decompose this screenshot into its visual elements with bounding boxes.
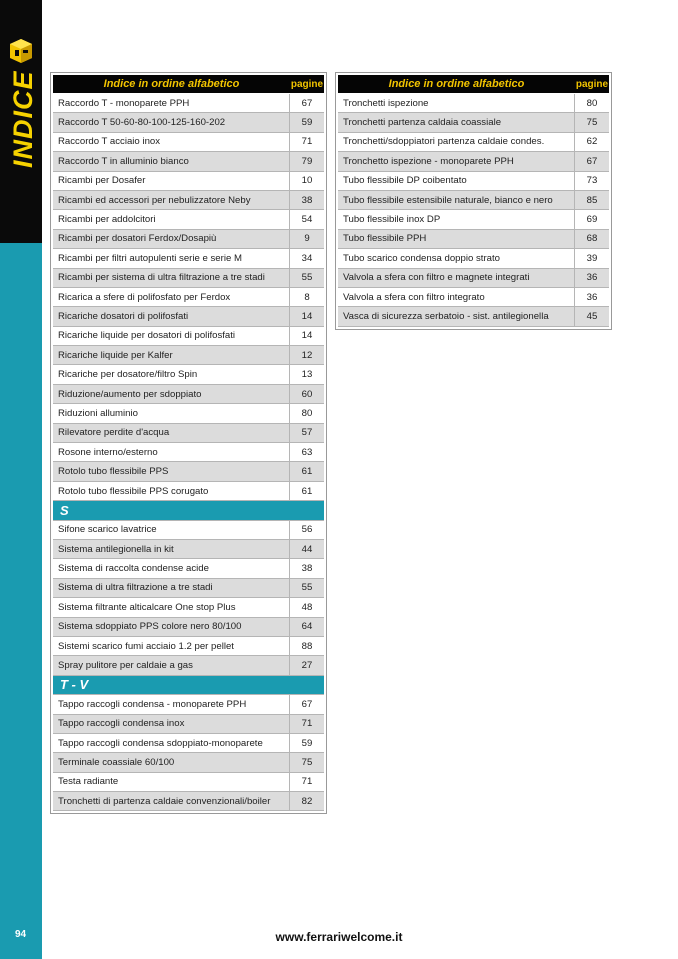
entry-page: 61 xyxy=(301,466,313,478)
table-row xyxy=(338,249,609,268)
entry-label: Riduzione/aumento per sdoppiato xyxy=(53,385,290,403)
entry-page: 44 xyxy=(301,543,313,555)
table-row xyxy=(338,94,609,113)
entry-label: Ricariche dosatori di polifosfati xyxy=(53,307,290,325)
entry-label: Tubo scarico condensa doppio strato xyxy=(338,249,575,267)
table-row xyxy=(53,656,324,675)
table-row xyxy=(53,172,324,191)
table-row xyxy=(53,637,324,656)
entry-page: 34 xyxy=(301,252,313,264)
entry-page: 60 xyxy=(301,388,313,400)
entry-label: Ricambi per sistema di ultra filtrazione a tre stadi xyxy=(53,269,290,287)
entry-page: 85 xyxy=(586,194,598,206)
index-table-right xyxy=(335,72,612,330)
table-row xyxy=(53,598,324,617)
table-row xyxy=(53,715,324,734)
entry-label: Valvola a sfera con filtro e magnete integrati xyxy=(338,269,575,287)
entry-page: 82 xyxy=(301,795,313,807)
entry-label: Rilevatore perdite d'acqua xyxy=(53,424,290,442)
table-row xyxy=(53,579,324,598)
entry-label: Sistema di ultra filtrazione a tre stadi xyxy=(53,579,290,597)
table-row xyxy=(53,94,324,113)
entry-label: Raccordo T - monoparete PPH xyxy=(53,94,290,112)
entry-label: Tappo raccogli condensa sdoppiato-monoparete xyxy=(53,734,290,752)
entry-label: Ricarica a sfere di polifosfato per Ferdox xyxy=(53,288,290,306)
entry-page: 61 xyxy=(301,485,313,497)
table-row xyxy=(338,133,609,152)
entry-label: Ricambi per addolcitori xyxy=(53,210,290,228)
entry-label: Ricambi per filtri autopulenti serie e serie M xyxy=(53,249,290,267)
table-row xyxy=(53,327,324,346)
entry-page: 14 xyxy=(301,310,313,322)
entry-label: Tronchetti partenza caldaia coassiale xyxy=(338,113,575,131)
entry-page: 80 xyxy=(586,97,598,109)
entry-page: 62 xyxy=(586,136,598,148)
entry-page: 88 xyxy=(301,640,313,652)
entry-page: 67 xyxy=(586,155,598,167)
entry-page: 69 xyxy=(586,214,598,226)
entry-page: 64 xyxy=(301,621,313,633)
entry-page: 12 xyxy=(301,349,313,361)
entry-label: Ricariche per dosatore/filtro Spin xyxy=(53,365,290,383)
entry-page: 71 xyxy=(301,776,313,788)
footer-url: www.ferrariwelcome.it xyxy=(275,930,403,944)
entry-page: 27 xyxy=(301,660,313,672)
entry-page: 48 xyxy=(301,601,313,613)
section-header: S xyxy=(53,501,324,520)
entry-page: 36 xyxy=(586,291,598,303)
entry-page: 55 xyxy=(301,582,313,594)
table-row xyxy=(53,249,324,268)
entry-label: Ricambi ed accessori per nebulizzatore Neby xyxy=(53,191,290,209)
entry-page: 75 xyxy=(586,117,598,129)
entry-page: 57 xyxy=(301,427,313,439)
entry-label: Raccordo T acciaio inox xyxy=(53,133,290,151)
table-row xyxy=(53,288,324,307)
section-header: T - V xyxy=(53,676,324,695)
table-row xyxy=(338,191,609,210)
entry-page: 75 xyxy=(301,756,313,768)
table-row xyxy=(338,113,609,132)
table-row xyxy=(53,191,324,210)
entry-page: 56 xyxy=(301,524,313,536)
entry-label: Tubo flessibile inox DP xyxy=(338,210,575,228)
table-row xyxy=(53,424,324,443)
entry-page: 45 xyxy=(586,310,598,322)
entry-label: Sistema antilegionella in kit xyxy=(53,540,290,558)
entry-page: 8 xyxy=(304,291,310,303)
table-row xyxy=(338,230,609,249)
table-row xyxy=(53,404,324,423)
table-row xyxy=(53,443,324,462)
entry-label: Rotolo tubo flessibile PPS xyxy=(53,462,290,480)
entry-page: 71 xyxy=(301,718,313,730)
entry-page: 39 xyxy=(586,252,598,264)
entry-page: 55 xyxy=(301,272,313,284)
table-row xyxy=(53,618,324,637)
entry-label: Sistema di raccolta condense acide xyxy=(53,559,290,577)
entry-label: Raccordo T in alluminio bianco xyxy=(53,152,290,170)
entry-page: 10 xyxy=(301,175,313,187)
table-row xyxy=(338,152,609,171)
entry-label: Raccordo T 50-60-80-100-125-160-202 xyxy=(53,113,290,131)
entry-label: Rotolo tubo flessibile PPS corugato xyxy=(53,482,290,500)
entry-page: 59 xyxy=(301,117,313,129)
entry-label: Sistema filtrante alticalcare One stop Plus xyxy=(53,598,290,616)
table-row xyxy=(53,559,324,578)
index-table-left xyxy=(50,72,327,814)
entry-label: Tronchetti ispezione xyxy=(338,94,575,112)
table-row xyxy=(338,307,609,326)
sidebar-teal-band xyxy=(0,243,42,959)
entry-label: Tappo raccogli condensa inox xyxy=(53,715,290,733)
entry-label: Ricariche liquide per dosatori di polifosfati xyxy=(53,327,290,345)
entry-page: 68 xyxy=(586,233,598,245)
entry-page: 63 xyxy=(301,446,313,458)
entry-label: Rosone interno/esterno xyxy=(53,443,290,461)
page-number: 94 xyxy=(15,929,27,940)
header-pages: pagine xyxy=(575,78,609,90)
entry-page: 67 xyxy=(301,97,313,109)
table-header xyxy=(53,75,324,93)
entry-page: 54 xyxy=(301,214,313,226)
table-row xyxy=(53,230,324,249)
table-row xyxy=(53,521,324,540)
header-pages: pagine xyxy=(290,78,324,90)
entry-page: 80 xyxy=(301,407,313,419)
header-label: Indice in ordine alfabetico xyxy=(103,78,240,90)
table-body xyxy=(338,94,609,327)
entry-label: Tronchetti/sdoppiatori partenza caldaie condes. xyxy=(338,133,575,151)
table-row xyxy=(53,365,324,384)
entry-label: Spray pulitore per caldaie a gas xyxy=(53,656,290,674)
table-row xyxy=(338,288,609,307)
entry-page: 59 xyxy=(301,737,313,749)
table-row xyxy=(53,152,324,171)
table-header xyxy=(338,75,609,93)
entry-page: 9 xyxy=(304,233,310,245)
sidebar-title: INDICE xyxy=(8,70,38,168)
table-row xyxy=(53,462,324,481)
entry-label: Valvola a sfera con filtro integrato xyxy=(338,288,575,306)
entry-page: 73 xyxy=(586,175,598,187)
entry-label: Ricambi per dosatori Ferdox/Dosapiù xyxy=(53,230,290,248)
table-body xyxy=(53,94,324,811)
entry-page: 36 xyxy=(586,272,598,284)
table-row xyxy=(53,307,324,326)
table-row xyxy=(53,773,324,792)
entry-label: Vasca di sicurezza serbatoio - sist. antilegionella xyxy=(338,307,575,325)
entry-label: Riduzioni alluminio xyxy=(53,404,290,422)
entry-label: Tappo raccogli condensa - monoparete PPH xyxy=(53,695,290,713)
table-row xyxy=(53,133,324,152)
table-row xyxy=(338,210,609,229)
entry-page: 38 xyxy=(301,194,313,206)
table-row xyxy=(53,113,324,132)
entry-page: 38 xyxy=(301,563,313,575)
table-row xyxy=(53,734,324,753)
entry-label: Sistema sdoppiato PPS colore nero 80/100 xyxy=(53,618,290,636)
entry-label: Tubo flessibile PPH xyxy=(338,230,575,248)
entry-page: 79 xyxy=(301,155,313,167)
entry-label: Sistemi scarico fumi acciaio 1.2 per pellet xyxy=(53,637,290,655)
entry-label: Terminale coassiale 60/100 xyxy=(53,753,290,771)
table-row xyxy=(53,540,324,559)
table-row xyxy=(53,792,324,811)
entry-label: Tronchetti di partenza caldaie convenzionali/boiler xyxy=(53,792,290,810)
table-row xyxy=(53,753,324,772)
entry-page: 14 xyxy=(301,330,313,342)
entry-label: Tubo flessibile DP coibentato xyxy=(338,172,575,190)
entry-label: Tronchetto ispezione - monoparete PPH xyxy=(338,152,575,170)
table-row xyxy=(53,482,324,501)
table-row xyxy=(53,385,324,404)
table-row xyxy=(53,346,324,365)
table-row xyxy=(53,695,324,714)
entry-page: 13 xyxy=(301,369,313,381)
table-row xyxy=(53,269,324,288)
table-row xyxy=(338,172,609,191)
entry-label: Tubo flessibile estensibile naturale, bianco e nero xyxy=(338,191,575,209)
entry-page: 67 xyxy=(301,698,313,710)
table-row xyxy=(338,269,609,288)
entry-label: Ricariche liquide per Kalfer xyxy=(53,346,290,364)
entry-label: Sifone scarico lavatrice xyxy=(53,521,290,539)
entry-label: Testa radiante xyxy=(53,773,290,791)
entry-label: Ricambi per Dosafer xyxy=(53,172,290,190)
header-label: Indice in ordine alfabetico xyxy=(388,78,525,90)
table-row xyxy=(53,210,324,229)
entry-page: 71 xyxy=(301,136,313,148)
